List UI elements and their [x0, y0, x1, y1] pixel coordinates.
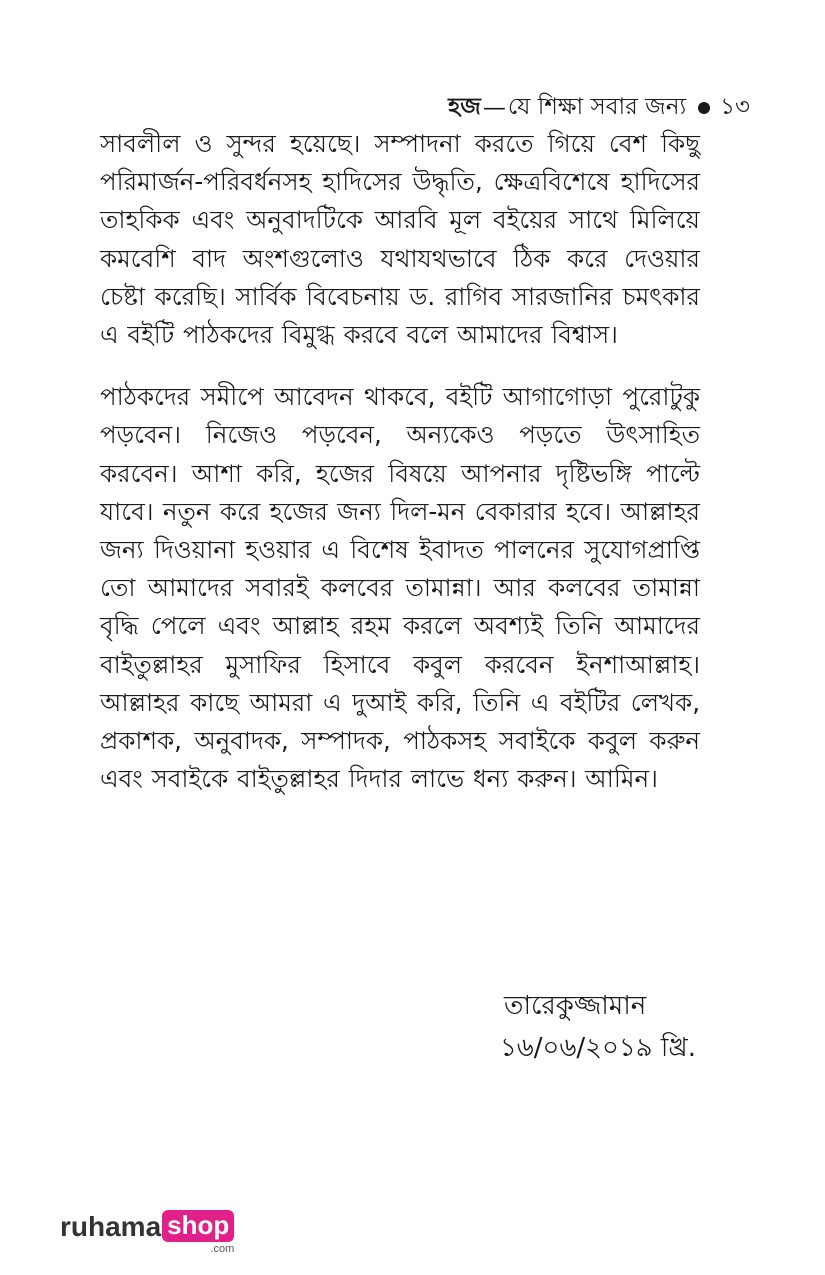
signature-date: ১৬/০৬/২০১৯ খ্রি. — [500, 1033, 696, 1063]
body-text — [100, 125, 700, 798]
running-header — [448, 88, 750, 127]
paragraph-2: পাঠকদের সমীপে আবেদন থাকবে, বইটি আগাগোড়া পুরোটুকু পড়বেন। নিজেও পড়বেন, অন্যকেও পড়তে উৎসাহিত করবেন। আশা করি, হজের বিষয়ে আপনার দৃষ্টিভঙ্গি পাল্টে যাবে। নতুন করে হজের জন্য দিল-মন বেকারার হবে। আল্লাহর জন্য দিওয়ানা হওয়ার এ বিশেষ ইবাদত পালনের সুযোগপ্রাপ্তি তো আমাদের সবারই কলবের তামান্না। আর কলবের তামান্না বৃদ্ধি পেলে এবং আল্লাহ রহম করলে অবশ্যই তিনি আমাদের বাইতুল্লাহর মুসাফির হিসাবে কবুল করবেন ইনশাআল্লাহ। আল্লাহর কাছে আমরা এ দুআই করি, তিনি এ বইটির লেখক, প্রকাশক, অনুবাদক, সম্পাদক, পাঠকসহ সবাইকে কবুল করুন এবং সবাইকে বাইতুল্লাহর দিদার লাভে ধন্য করুন। আমিন। — [100, 382, 700, 794]
book-subtitle: যে শিক্ষা সবার জন্য — [507, 94, 687, 120]
logo-text-ruhama: ruhama — [60, 1211, 162, 1242]
logo-shop-group — [162, 1210, 234, 1256]
author-name: তারেকুজ্জামান — [504, 991, 647, 1021]
title-dash: — — [482, 94, 506, 121]
signature-block — [500, 985, 696, 1069]
page-number: ১৩ — [720, 94, 750, 120]
bullet-separator-icon — [698, 102, 710, 114]
book-title: হজ — [448, 94, 481, 120]
ruhamashop-logo — [60, 1210, 234, 1256]
paragraph-1: সাবলীল ও সুন্দর হয়েছে। সম্পাদনা করতে গিয়ে বেশ কিছু পরিমার্জন-পরিবর্ধনসহ হাদিসের উদ্ধৃতি, ক্ষেত্রবিশেষে হাদিসের তাহকিক এবং অনুবাদটিকে আরবি মূল বইয়ের সাথে মিলিয়ে কমবেশি বাদ অংশগুলোও যথাযথভাবে ঠিক করে দেওয়ার চেষ্টা করেছি। সার্বিক বিবেচনায় ড. রাগিব সারজানির চমৎকার এ বইটি পাঠকদের বিমুগ্ধ করবে বলে আমাদের বিশ্বাস। — [100, 129, 700, 350]
logo-shop-bubble: shop — [162, 1210, 234, 1242]
logo-domain: .com — [210, 1243, 235, 1255]
